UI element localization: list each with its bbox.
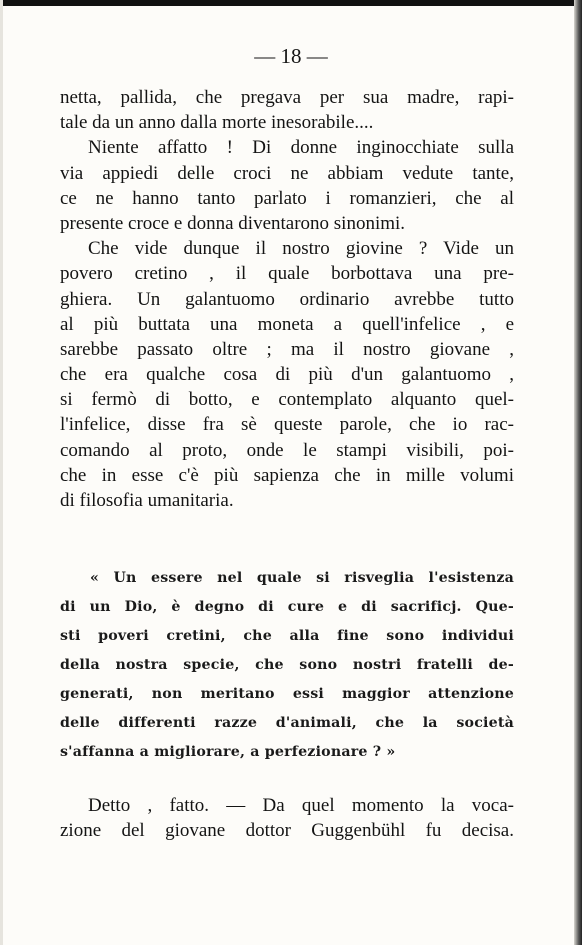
text-line: comando al proto, onde le stampi visibili, poi- [60, 439, 514, 461]
quote-line: generati, non meritano essi maggior attenzione [60, 686, 514, 702]
text-line: che era qualche cosa di più d'un galantuomo , [60, 364, 514, 386]
text-line: al più buttata una moneta a quell'infelice , e [60, 313, 514, 335]
text-line: povero cretino , il quale borbottava una pre- [60, 263, 514, 285]
text-line: sarebbe passato oltre ; ma il nostro giovane , [60, 338, 514, 360]
quote-line: « Un essere nel quale si risveglia l'esistenza [90, 570, 514, 586]
quote-line: sti poveri cretini, che alla fine sono individui [60, 628, 514, 644]
quote-line: di un Dio, è degno di cure e di sacrificj. Que- [60, 599, 514, 615]
text-line: via appiedi delle croci ne abbiam vedute tante, [60, 162, 514, 184]
page-binding-edge [574, 0, 582, 945]
text-line: tale da un anno dalla morte inesorabile.... [60, 112, 374, 134]
text-line: Detto , fatto. — Da quel momento la voca- [88, 795, 514, 816]
text-line: ce ne hanno tanto parlato i romanzieri, che al [60, 187, 514, 209]
quote-line: delle differenti razze d'animali, che la società [60, 715, 514, 731]
quote-line: della nostra specie, che sono nostri fratelli de- [60, 657, 514, 673]
page-top-edge [0, 0, 582, 6]
body-text [60, 85, 514, 513]
text-line: che in esse c'è più sapienza che in mille volumi [60, 464, 514, 486]
quote-line: s'affanna a migliorare, a perfezionare ? » [60, 744, 396, 760]
text-line: si fermò di botto, e contemplato alquanto quel- [60, 389, 514, 411]
quoted-passage [60, 564, 514, 767]
page-number: — 18 — [254, 44, 328, 68]
text-line: ghiera. Un galantuomo ordinario avrebbe tutto [60, 288, 514, 310]
text-line: Niente affatto ! Di donne inginocchiate sulla [88, 137, 514, 159]
closing-paragraph [60, 793, 514, 843]
text-line: Che vide dunque il nostro giovine ? Vide un [88, 238, 514, 260]
page-left-edge [0, 0, 3, 945]
text-line: netta, pallida, che pregava per sua madre, rapi- [60, 87, 514, 108]
text-line: di filosofia umanitaria. [60, 490, 234, 511]
text-line: l'infelice, disse fra sè queste parole, che io rac- [60, 414, 514, 436]
text-line: zione del giovane dottor Guggenbühl fu decisa. [60, 820, 514, 842]
text-line: presente croce e donna diventarono sinonimi. [60, 212, 406, 234]
